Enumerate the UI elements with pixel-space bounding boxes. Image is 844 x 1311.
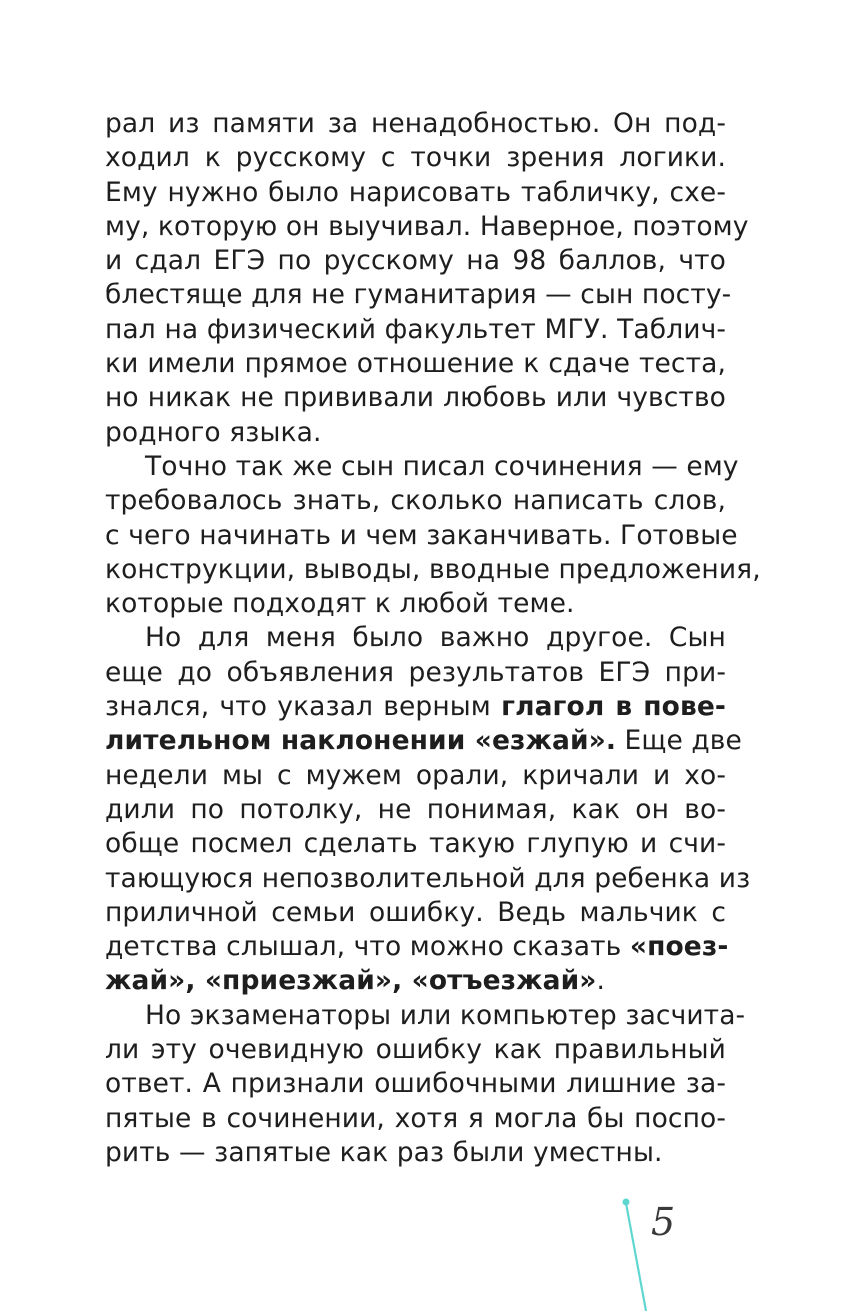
text-segment: . bbox=[596, 965, 606, 997]
accent-stroke bbox=[626, 1203, 646, 1311]
text-line: ки имели прямое отношение к сдаче теста, bbox=[105, 348, 726, 380]
text-line: Но экзаменаторы или компьютер засчита- bbox=[145, 999, 746, 1031]
text-line: ответ. А признали ошибочными лишние за- bbox=[105, 1068, 726, 1100]
text-line: с чего начинать и чем заканчивать. Готовые bbox=[105, 519, 738, 551]
text-segment: знался, что указал верным bbox=[105, 691, 502, 723]
accent-dot bbox=[623, 1199, 630, 1206]
text-segment: детства слышал, что можно сказать bbox=[105, 931, 630, 963]
text-line: ли эту очевидную ошибку как правильный bbox=[105, 1034, 726, 1066]
text-line: приличной семьи ошибку. Ведь мальчик с bbox=[105, 896, 726, 928]
text-line: дили по потолку, не понимая, как он во- bbox=[105, 793, 726, 825]
bold-text: жай», «приезжай», «отъезжай» bbox=[105, 965, 597, 997]
text-line: рал из памяти за ненадобностью. Он под- bbox=[105, 108, 726, 139]
text-line: конструкции, выводы, вводные предложения, bbox=[105, 553, 761, 585]
text-line: недели мы с мужем орали, кричали и хо- bbox=[105, 759, 726, 791]
text-segment: Еще две bbox=[616, 725, 742, 757]
text-line: Точно так же сын писал сочинения — ему bbox=[145, 450, 739, 482]
text-line: Ему нужно было нарисовать табличку, схе- bbox=[105, 176, 726, 208]
text-line: Но для меня было важно другое. Сын bbox=[145, 622, 726, 654]
text-line: требовалось знать, сколько написать слов, bbox=[105, 485, 726, 517]
text-line: родного языка. bbox=[105, 416, 322, 448]
text-line: ходил к русскому с точки зрения логики. bbox=[105, 142, 726, 174]
text-line: му, которую он выучивал. Наверное, поэтому bbox=[105, 210, 749, 242]
page-number: 5 bbox=[651, 1200, 676, 1244]
text-line: но никак не прививали любовь или чувство bbox=[105, 382, 726, 414]
text-line: тающуюся непозволительной для ребенка из bbox=[105, 862, 751, 894]
text-line: еще до объявления результатов ЕГЭ при- bbox=[105, 656, 726, 688]
text-line: обще посмел сделать такую глупую и счи- bbox=[105, 828, 726, 860]
bold-text: «поез- bbox=[629, 931, 729, 963]
text-line: которые подходят к любой теме. bbox=[105, 588, 575, 620]
text-line: рить — запятые как раз были уместны. bbox=[105, 1136, 663, 1168]
text-line: блестяще для не гуманитария — сын посту- bbox=[105, 279, 732, 311]
bold-text: глагол в пове- bbox=[501, 691, 727, 723]
text-line: пятые в сочинении, хотя я могла бы поспо- bbox=[105, 1102, 726, 1134]
bold-text: лительном наклонении «езжай». bbox=[105, 725, 617, 757]
text-line: и сдал ЕГЭ по русскому на 98 баллов, что bbox=[105, 245, 726, 277]
text-line: пал на физический факультет МГУ. Таблич- bbox=[105, 313, 726, 345]
